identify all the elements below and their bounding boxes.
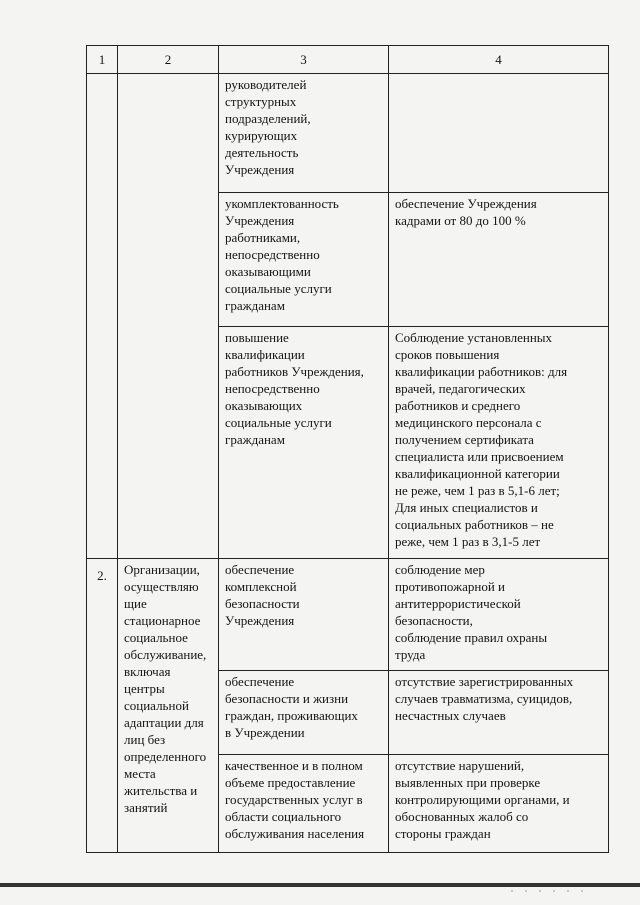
indicator-cell: повышение квалификации работников Учреждения, непосредственно оказывающих социальные услуги гражданам — [219, 327, 389, 559]
table-row — [87, 74, 609, 193]
header-row — [87, 46, 609, 74]
criteria-table — [86, 45, 609, 853]
header-col-1: 1 — [87, 46, 118, 74]
scan-noise — [505, 888, 595, 894]
scan-bottom-edge — [0, 883, 640, 887]
indicator-cell: обеспечение безопасности и жизни граждан, проживающих в Учреждении — [219, 671, 389, 755]
organization-cell: Организации, осуществляю щие стационарное социальное обслуживание, включая центры социальной адаптации для лиц без определенного места жительства и занятий — [118, 559, 219, 853]
criterion-cell — [389, 74, 609, 193]
criterion-cell: Соблюдение установленных сроков повышения квалификации работников: для врачей, педагогических работников и среднего медицинского персонала с получением сертификата специалиста или присвоением квалификационной категории не реже, чем 1 раз в 5,1-6 лет; Для иных специалистов и социальных работников – не реже, чем 1 раз в 3,1-5 лет — [389, 327, 609, 559]
indicator-cell: укомплектованность Учреждения работниками, непосредственно оказывающими социальные услуги гражданам — [219, 193, 389, 327]
criterion-cell: соблюдение мер противопожарной и антитеррористической безопасности, соблюдение правил охраны труда — [389, 559, 609, 671]
header-col-2: 2 — [118, 46, 219, 74]
header-col-3: 3 — [219, 46, 389, 74]
row-number-cell — [87, 74, 118, 559]
indicator-cell: руководителей структурных подразделений, курирующих деятельность Учреждения — [219, 74, 389, 193]
organization-cell — [118, 74, 219, 559]
indicator-cell: качественное и в полном объеме предоставление государственных услуг в области социального обслуживания населения — [219, 755, 389, 853]
criterion-cell: отсутствие зарегистрированных случаев травматизма, суицидов, несчастных случаев — [389, 671, 609, 755]
table-row — [87, 559, 609, 671]
criterion-cell: отсутствие нарушений, выявленных при проверке контролирующими органами, и обоснованных жалоб со стороны граждан — [389, 755, 609, 853]
indicator-cell: обеспечение комплексной безопасности Учреждения — [219, 559, 389, 671]
row-number: 2. — [87, 559, 118, 853]
header-col-4: 4 — [389, 46, 609, 74]
criterion-cell: обеспечение Учреждения кадрами от 80 до 100 % — [389, 193, 609, 327]
